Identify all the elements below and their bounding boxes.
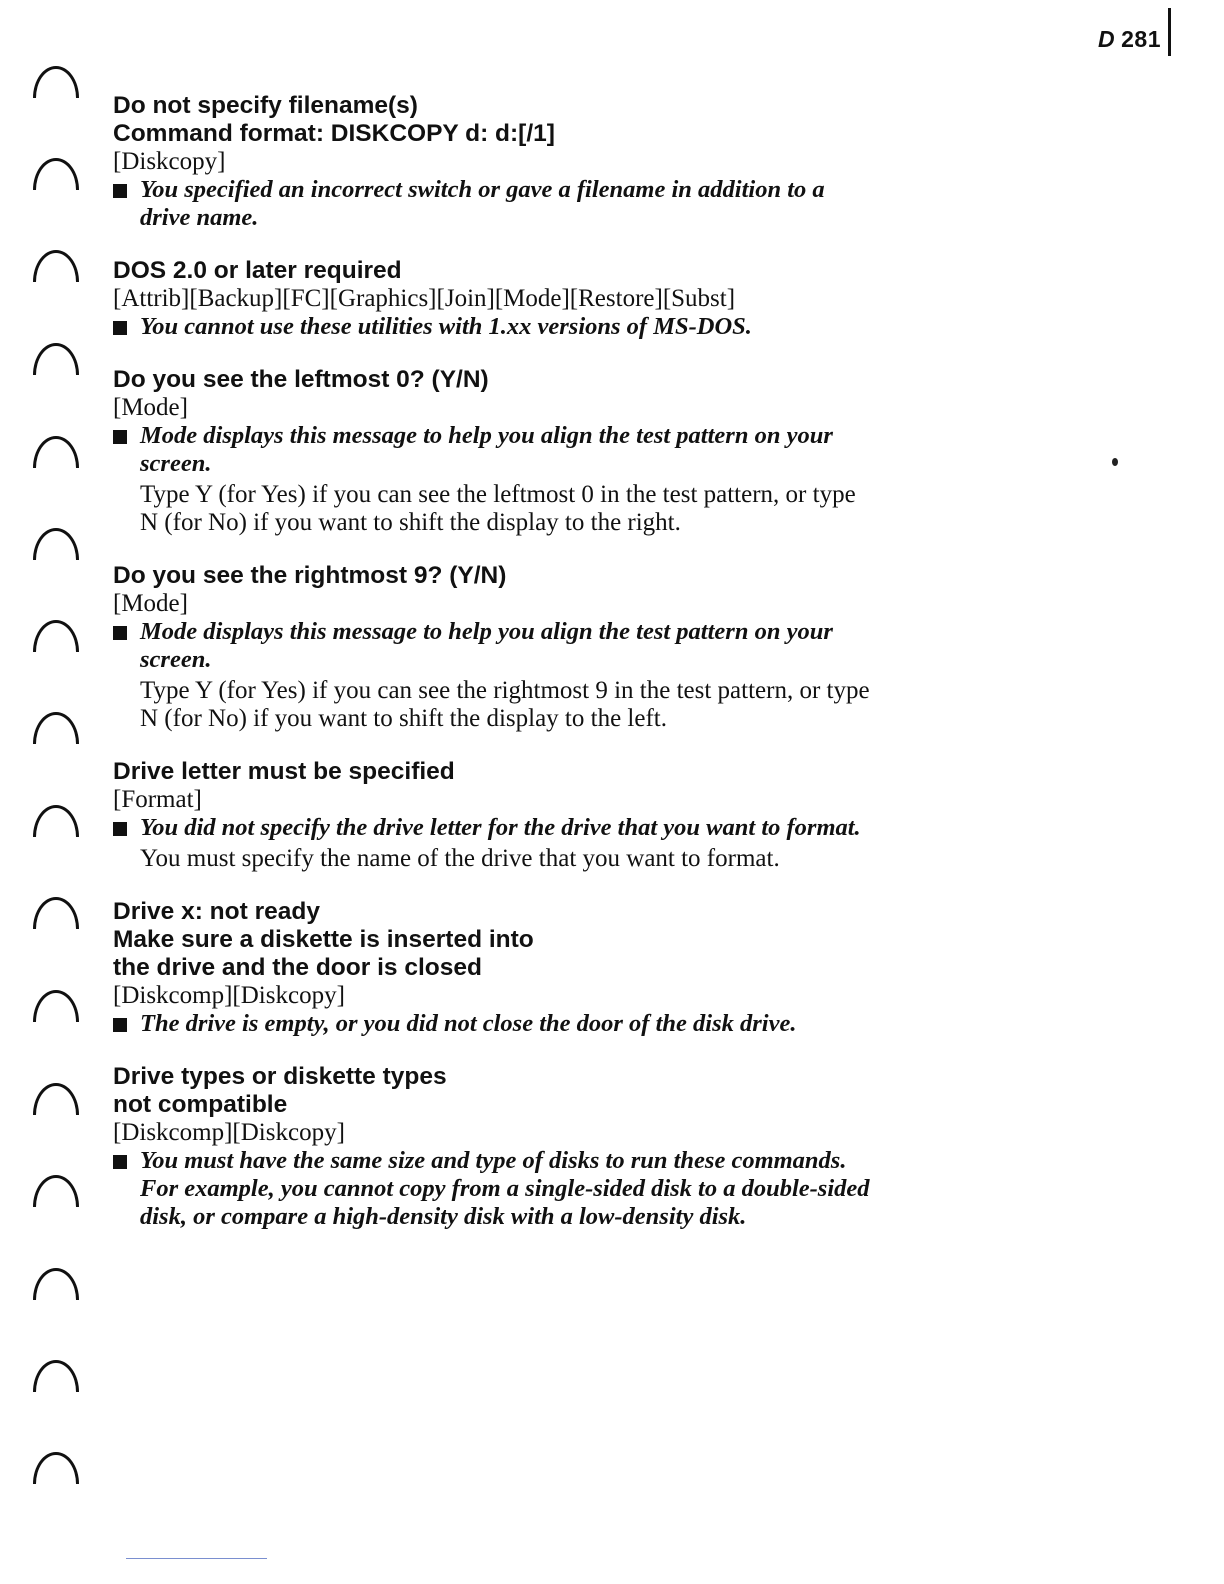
description-text: You cannot use these utilities with 1.xx versions of MS-DOS. <box>140 313 752 340</box>
message-list <box>113 92 873 1256</box>
header-rule <box>1168 8 1171 56</box>
description <box>113 1010 873 1038</box>
error-message: Drive letter must be specified <box>113 758 455 785</box>
description-text: You specified an incorrect switch or gave a filename in addition to a drive name. <box>140 176 825 231</box>
action-text: Type Y (for Yes) if you can see the leftmost 0 in the test pattern, or type N (for No) if you want to shift the display to the right. <box>140 481 856 536</box>
command-list: [Diskcomp][Diskcopy] <box>113 1119 345 1146</box>
command-list: [Mode] <box>113 394 188 421</box>
command-list: [Attrib][Backup][FC][Graphics][Join][Mode][Restore][Subst] <box>113 285 736 312</box>
binder-hole <box>33 1175 79 1207</box>
error-message: Drive types or diskette types not compatible <box>113 1063 447 1118</box>
error-message: Do you see the rightmost 9? (Y/N) <box>113 562 507 589</box>
binder-hole <box>33 158 79 190</box>
description-text: Mode displays this message to help you align the test pattern on your screen. <box>140 422 833 477</box>
description <box>113 313 873 341</box>
command-list: [Diskcopy] <box>113 148 226 175</box>
message-entry <box>113 1063 873 1231</box>
page-header <box>1098 26 1161 53</box>
binder-hole <box>33 620 79 652</box>
description <box>113 422 873 478</box>
binder-hole <box>33 1268 79 1300</box>
stray-mark <box>1112 458 1118 466</box>
description-text: You did not specify the drive letter for the drive that you want to format. <box>140 814 861 841</box>
bullet-icon <box>113 321 127 335</box>
command-list: [Mode] <box>113 590 188 617</box>
section-letter: D <box>1098 26 1116 52</box>
command-list: [Diskcomp][Diskcopy] <box>113 982 345 1009</box>
message-entry <box>113 562 873 733</box>
error-message: Do you see the leftmost 0? (Y/N) <box>113 366 489 393</box>
action-text: You must specify the name of the drive that you want to format. <box>140 845 780 872</box>
binder-hole <box>33 343 79 375</box>
binder-hole <box>33 712 79 744</box>
binder-hole <box>33 1083 79 1115</box>
description-text: The drive is empty, or you did not close the door of the disk drive. <box>140 1010 797 1037</box>
message-entry <box>113 366 873 537</box>
binder-hole <box>33 528 79 560</box>
description <box>113 618 873 674</box>
command-list: [Format] <box>113 786 202 813</box>
description-text: You must have the same size and type of disks to run these commands. For example, you cannot copy from a single-sided disk to a double-sided disk, or compare a high-density disk with a low-density disk. <box>140 1147 870 1230</box>
binder-hole <box>33 1360 79 1392</box>
bullet-icon <box>113 626 127 640</box>
description <box>113 176 873 232</box>
bullet-icon <box>113 1018 127 1032</box>
bullet-icon <box>113 430 127 444</box>
footer-rule <box>126 1558 267 1559</box>
error-message: DOS 2.0 or later required <box>113 257 402 284</box>
message-entry <box>113 92 873 232</box>
message-entry <box>113 257 873 341</box>
message-entry <box>113 758 873 873</box>
page-number: 281 <box>1121 26 1161 52</box>
binder-hole <box>33 805 79 837</box>
binder-hole <box>33 990 79 1022</box>
binder-hole <box>33 1452 79 1484</box>
description <box>113 1147 873 1231</box>
description-text: Mode displays this message to help you align the test pattern on your screen. <box>140 618 833 673</box>
error-message: Drive x: not ready Make sure a diskette is inserted into the drive and the door is closed <box>113 898 534 981</box>
message-entry <box>113 898 873 1038</box>
binder-hole <box>33 897 79 929</box>
binder-hole <box>33 66 79 98</box>
bullet-icon <box>113 1155 127 1169</box>
bullet-icon <box>113 822 127 836</box>
bullet-icon <box>113 184 127 198</box>
binder-hole <box>33 436 79 468</box>
error-message: Do not specify filename(s) Command format: DISKCOPY d: d:[/1] <box>113 92 555 147</box>
binder-hole <box>33 250 79 282</box>
action-text: Type Y (for Yes) if you can see the rightmost 9 in the test pattern, or type N (for No) if you want to shift the display to the left. <box>140 677 870 732</box>
description <box>113 814 873 842</box>
